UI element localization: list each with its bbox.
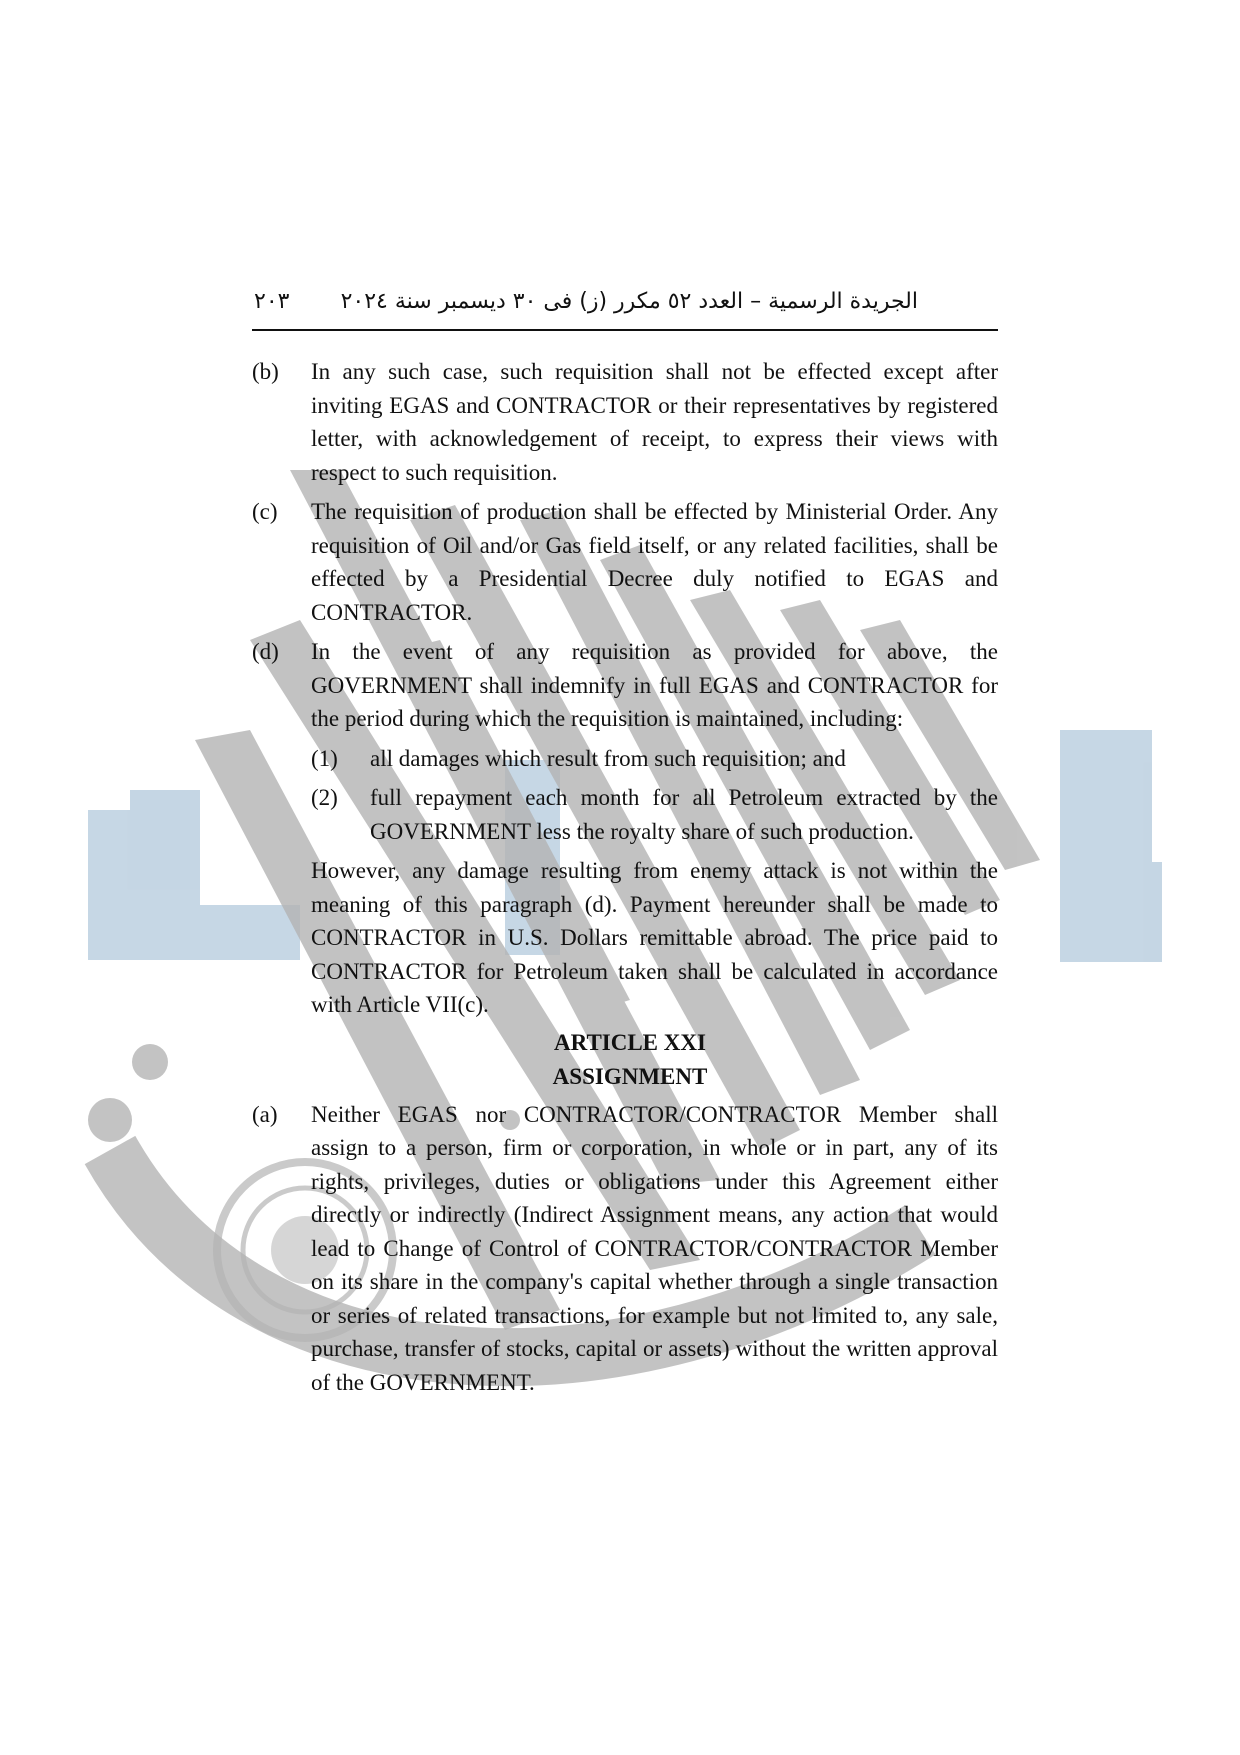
page-header	[252, 285, 998, 331]
sub-item-text: all damages which result from such requisition; and	[370, 745, 846, 771]
clause-label: (a)	[252, 1101, 278, 1127]
article-title-heading: ASSIGNMENT	[552, 1063, 708, 1089]
clause-text: In the event of any requisition as provided for above, the GOVERNMENT shall indemnify in full EGAS and CONTRACTOR for the period during which the requisition is maintained, including:	[311, 639, 998, 731]
clause-c	[252, 495, 998, 629]
paragraph-after-d	[252, 854, 998, 1022]
clause-label: (d)	[252, 639, 279, 664]
paragraph-text: However, any damage resulting from enemy attack is not within the meaning of this paragraph (d). Payment hereunder shall be made to CONTRACTOR in U.S. Dollars remittable abroad. The price paid to CONTRACTOR for Petroleum taken shall be calculated in accordance with Article VII(c).	[311, 858, 998, 1017]
clause-a	[252, 1098, 998, 1400]
clause-text: Neither EGAS nor CONTRACTOR/CONTRACTOR Member shall assign to a person, firm or corporation, in whole or in part, any of its rights, privileges, duties or obligations under this Agreement either directly or indirectly (Indirect Assignment means, any action that would lead to Change of Control of CONTRACTOR/CONTRACTOR Member on its share in the company's capital whether through a single transaction or series of related transactions, for example but not limited to, any sale, purchase, transfer of stocks, capital or assets) without the written approval of the GOVERNMENT.	[311, 1101, 998, 1395]
sub-item-label: (2)	[311, 785, 338, 810]
clause-label: (c)	[252, 499, 278, 524]
document-body	[252, 355, 998, 1405]
clause-label: (b)	[252, 359, 279, 384]
sub-item-text: full repayment each month for all Petroleum extracted by the GOVERNMENT less the royalty share of such production.	[370, 785, 998, 844]
sub-item-label: (1)	[311, 745, 338, 771]
clause-text: In any such case, such requisition shall not be effected except after inviting EGAS and CONTRACTOR or their representatives by registered letter, with acknowledgement of receipt, to express their views with respect to such requisition.	[311, 359, 998, 485]
clause-text: The requisition of production shall be effected by Ministerial Order. Any requisition of Oil and/or Gas field itself, or any related facilities, shall be effected by a Presidential Decree duly notified to EGAS and CONTRACTOR.	[311, 499, 998, 625]
clause-b	[252, 355, 998, 489]
article-number-heading: ARTICLE XXI	[554, 1029, 706, 1055]
sub-item-1	[311, 742, 998, 776]
clause-d	[252, 635, 998, 848]
sub-item-2	[311, 781, 998, 848]
gazette-header-title: الجريدة الرسمية – العدد ٥٢ مكرر (ز) فى ٣٠ ديسمبر سنة ٢٠٢٤	[340, 289, 918, 314]
page-number: ٢٠٣	[254, 289, 290, 314]
